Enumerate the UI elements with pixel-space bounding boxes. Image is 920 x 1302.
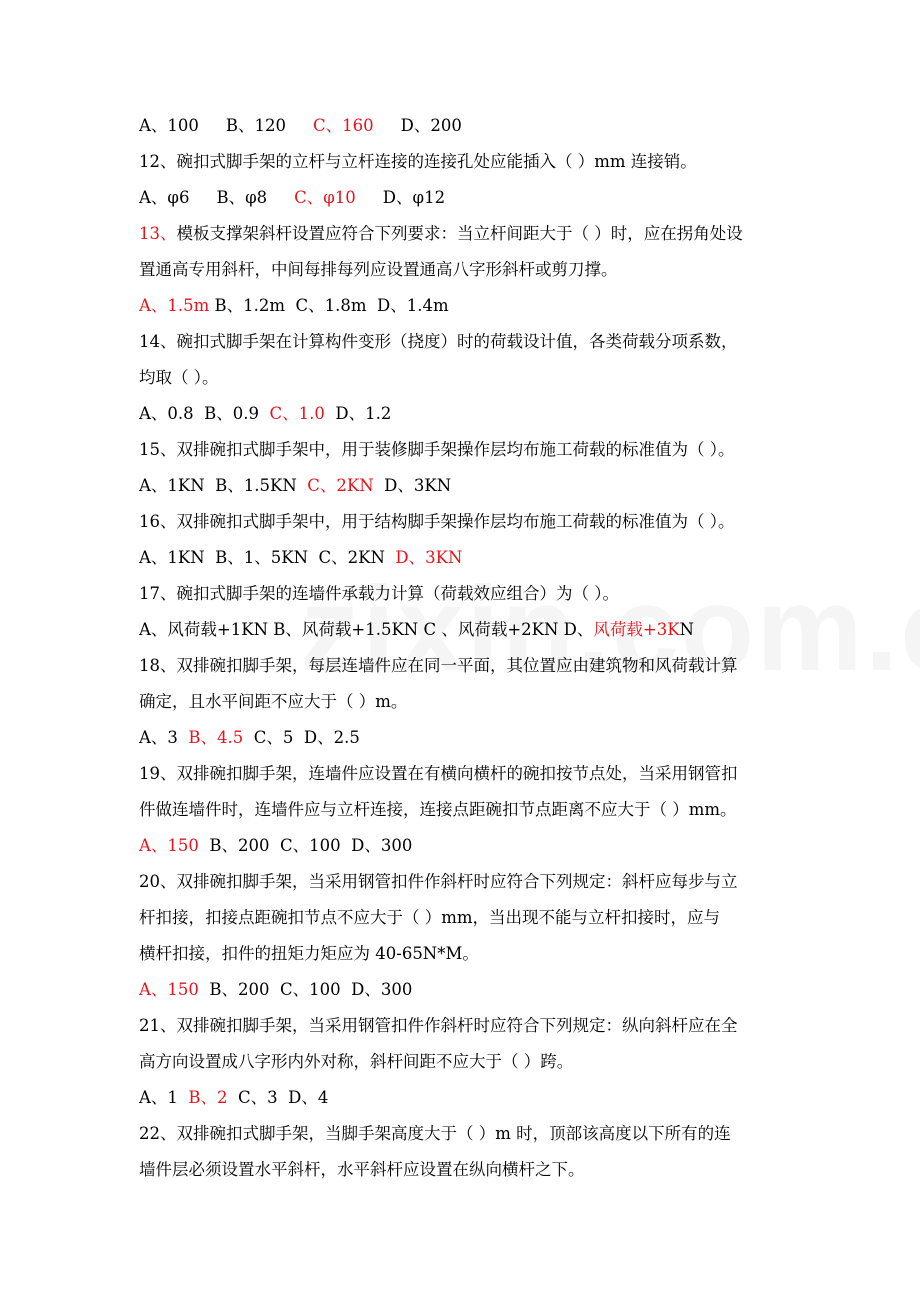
answer-highlight: D、3KN [395, 548, 463, 567]
answer-highlight: A、1.5m [139, 296, 210, 315]
answer-highlight: 风荷载+3K [593, 620, 680, 639]
text-segment: C、3 D、4 [227, 1088, 329, 1107]
text-line [139, 360, 819, 396]
answer-highlight: C、φ10 [294, 188, 356, 207]
text-line [139, 576, 819, 612]
text-segment: 件做连墙件时，连墙件应与立杆连接，连接点距碗扣节点距离不应大于（ ）mm。 [139, 800, 737, 819]
text-line [139, 792, 819, 828]
text-line [139, 396, 819, 432]
text-line [139, 756, 819, 792]
text-segment: N [679, 620, 694, 639]
text-segment: 16、双排碗扣式脚手架中，用于结构脚手架操作层均布施工荷载的标准值为（ ）。 [139, 512, 735, 531]
text-segment: 横杆扣接，扣件的扭矩力矩应为 40-65N*M。 [139, 944, 479, 963]
text-line [139, 828, 819, 864]
text-segment: 高方向设置成八字形内外对称，斜杆间距不应大于（ ）跨。 [139, 1052, 574, 1071]
text-segment: B、1.2m C、1.8m D、1.4m [209, 296, 449, 315]
text-line [139, 864, 819, 900]
text-line [139, 324, 819, 360]
text-line [139, 900, 819, 936]
text-line [139, 648, 819, 684]
text-line [139, 684, 819, 720]
text-segment: 12、碗扣式脚手架的立杆与立杆连接的连接孔处应能插入（ ）mm 连接销。 [139, 152, 697, 171]
text-segment: 置通高专用斜杆，中间每排每列应设置通高八字形斜杆或剪刀撑。 [139, 260, 618, 279]
answer-highlight: C、2KN [307, 476, 374, 495]
text-segment: 19、双排碗扣脚手架，连墙件应设置在有横向横杆的碗扣按节点处，当采用钢管扣 [139, 764, 738, 783]
text-segment: A、φ6 B、φ8 [139, 188, 295, 207]
text-segment: A、1 [139, 1088, 189, 1107]
answer-highlight: A、150 [139, 836, 199, 855]
text-segment: 15、双排碗扣式脚手架中，用于装修脚手架操作层均布施工荷载的标准值为（ ）。 [139, 440, 735, 459]
answer-highlight: C、1.0 [269, 404, 325, 423]
text-line [139, 180, 819, 216]
text-line [139, 432, 819, 468]
answer-highlight: C、160 [313, 116, 374, 135]
text-segment: A、1KN B、1、5KN C、2KN [139, 548, 396, 567]
text-segment: A、3 [139, 728, 189, 747]
text-segment: 21、双排碗扣脚手架，当采用钢管扣件作斜杆时应符合下列规定：纵向斜杆应在全 [139, 1016, 738, 1035]
answer-highlight: B、4.5 [188, 728, 244, 747]
text-line [139, 108, 819, 144]
answer-highlight: A、150 [139, 980, 199, 999]
text-segment: 模板支撑架斜杆设置应符合下列要求：当立杆间距大于（ ）时，应在拐角处设 [176, 224, 743, 243]
text-segment: 杆扣接，扣接点距碗扣节点不应大于（ ）mm，当出现不能与立杆扣接时，应与 [139, 908, 721, 927]
text-line [139, 1080, 819, 1116]
text-segment: 22、双排碗扣式脚手架，当脚手架高度大于（ ）m 时，顶部该高度以下所有的连 [139, 1124, 731, 1143]
text-segment: C、5 D、2.5 [243, 728, 360, 747]
text-line [139, 216, 819, 252]
text-line [139, 612, 819, 648]
text-segment: A、风荷载+1KN B、风荷载+1.5KN C 、风荷载+2KN D、 [139, 620, 594, 639]
answer-highlight: B、2 [188, 1088, 228, 1107]
text-line [139, 468, 819, 504]
text-segment: 墙件层必须设置水平斜杆，水平斜杆应设置在纵向横杆之下。 [139, 1160, 585, 1179]
text-line [139, 1152, 819, 1188]
text-segment: A、1KN B、1.5KN [139, 476, 308, 495]
text-segment: D、3KN [373, 476, 452, 495]
text-line [139, 720, 819, 756]
text-segment: A、100 B、120 [139, 116, 314, 135]
text-line [139, 936, 819, 972]
text-line [139, 540, 819, 576]
text-line [139, 504, 819, 540]
text-line [139, 972, 819, 1008]
text-segment: B、200 C、100 D、300 [198, 980, 413, 999]
text-segment: 18、双排碗扣脚手架，每层连墙件应在同一平面，其位置应由建筑物和风荷载计算 [139, 656, 738, 675]
text-segment: B、200 C、100 D、300 [198, 836, 413, 855]
text-segment: 20、双排碗扣脚手架，当采用钢管扣件作斜杆时应符合下列规定：斜杆应每步与立 [139, 872, 738, 891]
text-segment: D、φ12 [355, 188, 446, 207]
text-segment: A、0.8 B、0.9 [139, 404, 270, 423]
text-segment: 均取（ ）。 [139, 368, 219, 387]
text-line [139, 1044, 819, 1080]
answer-highlight: 13、 [139, 224, 177, 243]
text-segment: 14、碗扣式脚手架在计算构件变形（挠度）时的荷载设计值，各类荷载分项系数， [139, 332, 738, 351]
text-line [139, 252, 819, 288]
text-segment: 确定，且水平间距不应大于（ ）m。 [139, 692, 408, 711]
text-segment: 17、碗扣式脚手架的连墙件承载力计算（荷载效应组合）为（ ）。 [139, 584, 619, 603]
text-segment: D、1.2 [324, 404, 392, 423]
text-line [139, 1008, 819, 1044]
text-segment: D、200 [373, 116, 462, 135]
text-line [139, 1116, 819, 1152]
text-line [139, 288, 819, 324]
text-line [139, 144, 819, 180]
document-body [139, 108, 819, 1188]
